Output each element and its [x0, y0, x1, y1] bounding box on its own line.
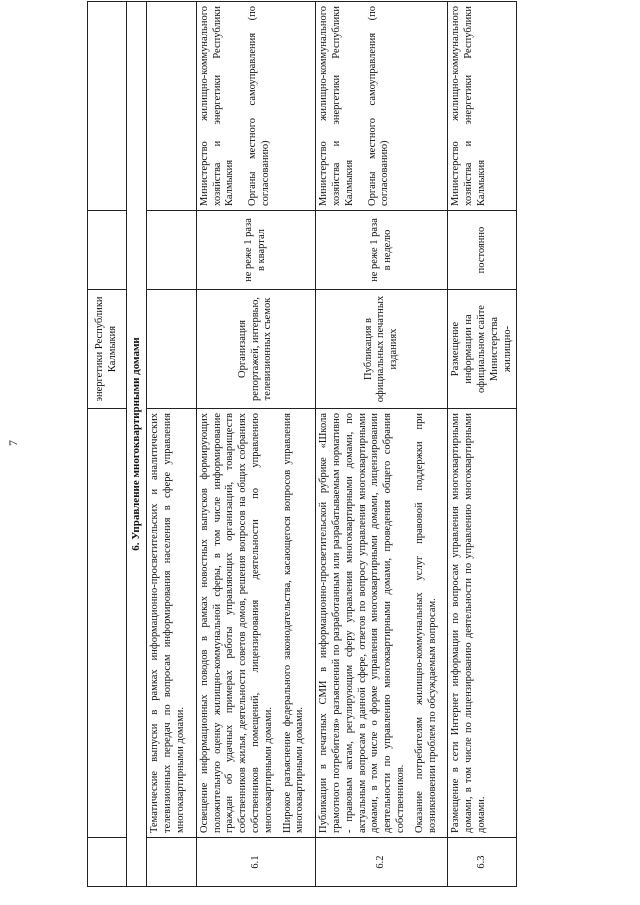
cell-period: не реже 1 раза в квартал — [196, 211, 315, 290]
cell-period: постоянно — [448, 211, 517, 290]
cell-num — [88, 838, 127, 887]
section-title: 6. Управление многоквартирными домами — [127, 2, 147, 887]
table-row — [147, 2, 196, 887]
cell-responsible: энергетики Республики Калмыкия — [88, 290, 127, 409]
cell-num: 6.2 — [316, 838, 448, 887]
measure-text: Тематические выпуски в рамках информационно-просветительских и аналитических телевизионных передач по вопросам информирования населения в сфере управления многоквартирными домами. — [149, 413, 186, 833]
measure-text: Освещение информационных поводов в рамках новостных выпусков формирующих положительную оценку жилищно-коммунальной сферы, в том числе информирование граждан об удачных примерах работы управляющих организаций, товариществ собственников жилья, деятельности советов домов, решения вопросов на общих собраниях собственников помещений, лицензирования деятельности по управлению многоквартирными домами. — [198, 413, 274, 833]
section-header-row — [127, 2, 147, 887]
executor-text: Органы местного самоуправления (по согласованию) — [366, 6, 391, 206]
measure-text: Публикации в печатных СМИ в информационно-просветительской рубрике «Школа грамотного потребителя» разъяснений по разработанным или разрабатываемым нормативно - правовым актам, регулирующим сферу управления многоквартирными домами, по актуальным вопросам в данной сфере, ответов по вопросу управления многоквартирными домами, в том числе о форме управления многоквартирными домами, лицензировании деятельности по управлению многоквартирными домами, проведения общего собрания собственников. — [318, 413, 406, 833]
executor-text: Министерство жилищно-коммунального хозяйства и энергетики Республики Калмыкия — [450, 6, 487, 206]
rotated-table-container — [87, 6, 567, 887]
measure-text: Размещение в сети Интернет информации по вопросам управления многоквартирными домами, в том числе по лицензированию деятельности по управлению многоквартирными домами. — [450, 413, 487, 833]
cell-executors — [147, 2, 196, 211]
table-row — [448, 2, 517, 887]
cell-period — [147, 211, 196, 290]
executor-text: Министерство жилищно-коммунального хозяйства и энергетики Республики Калмыкия — [318, 6, 355, 206]
cell-measures — [448, 409, 517, 838]
cell-period: не реже 1 раза в неделю — [316, 211, 448, 290]
cell-form: Организация репортажей, интервью, телевизионных съемок — [196, 290, 315, 409]
cell-executors — [316, 2, 448, 211]
cell-num: 6.3 — [448, 838, 517, 887]
page-number: 7 — [6, 440, 20, 446]
measures-table — [87, 1, 517, 887]
cell-measures — [196, 409, 315, 838]
cell-form: Размещение информации на официальном сайте Министерства жилищно- — [448, 290, 517, 409]
measure-text: Оказание потребителям жилищно-коммунальных услуг правовой поддержки при возникновении проблем по обсуждаемым вопросам. — [413, 413, 438, 833]
table-row — [196, 2, 315, 887]
cell-period — [88, 211, 127, 290]
cell-measures — [88, 409, 127, 838]
cell-num — [147, 838, 196, 887]
cell-executors — [196, 2, 315, 211]
cell-measures — [147, 409, 196, 838]
cell-measures — [316, 409, 448, 838]
measure-text: Широкое разъяснение федерального законодательства, касающегося вопросов управления многоквартирными домами. — [281, 413, 306, 833]
cell-executors — [88, 2, 127, 211]
executor-text: Органы местного самоуправления (по согласованию) — [247, 6, 271, 206]
cell-form: Публикация в официальных печатных изданиях — [316, 290, 448, 409]
cell-form — [147, 290, 196, 409]
executor-text: Министерство жилищно-коммунального хозяйства и энергетики Республики Калмыкия — [198, 6, 236, 206]
cell-executors — [448, 2, 517, 211]
table-row — [316, 2, 448, 887]
cell-num: 6.1 — [196, 838, 315, 887]
table-row-continuation — [88, 2, 127, 887]
